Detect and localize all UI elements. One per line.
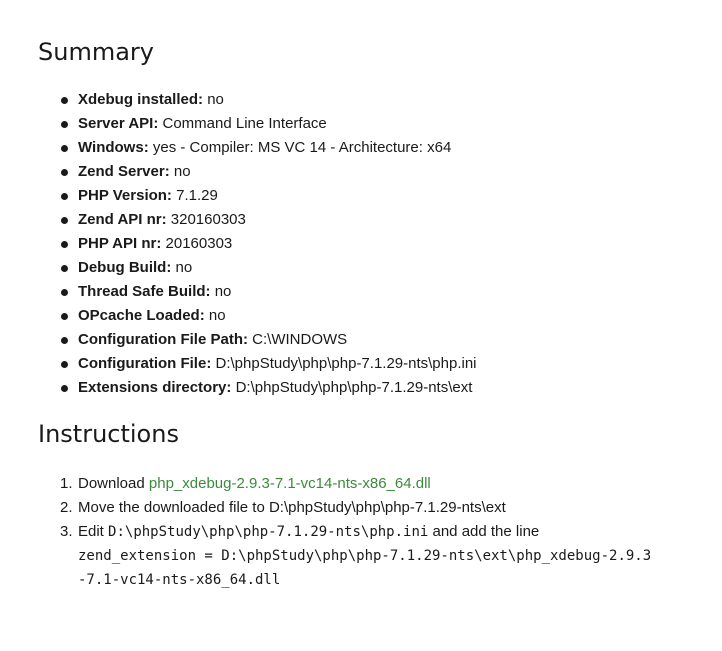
step-number: 1. xyxy=(60,475,73,492)
summary-item-windows xyxy=(38,136,698,160)
summary-key: Thread Safe Build: xyxy=(78,283,211,300)
summary-key: Debug Build: xyxy=(78,259,172,276)
summary-item-config-file xyxy=(38,352,698,376)
instruction-step-move xyxy=(38,496,698,520)
step-text: Download xyxy=(78,475,145,492)
summary-heading: Summary xyxy=(38,38,154,66)
summary-value: no xyxy=(214,283,232,300)
summary-key: Windows: xyxy=(78,139,149,156)
page-content xyxy=(38,34,698,592)
step-text: Move the downloaded file to D:\phpStudy\php\php-7.1.29-nts\ext xyxy=(78,499,506,516)
summary-item-opcache-loaded xyxy=(38,304,698,328)
summary-item-php-api-nr xyxy=(38,232,698,256)
summary-value: no xyxy=(207,91,224,108)
summary-key: Server API: xyxy=(78,115,159,132)
summary-item-php-version xyxy=(38,184,698,208)
summary-key: Zend API nr: xyxy=(78,211,167,228)
summary-value: Command Line Interface xyxy=(162,115,327,132)
php-ini-path: D:\phpStudy\php\php-7.1.29-nts\php.ini xyxy=(108,524,429,540)
summary-item-debug-build xyxy=(38,256,698,280)
instructions-heading: Instructions xyxy=(38,420,179,448)
summary-value: no xyxy=(175,259,193,276)
summary-value: no xyxy=(208,307,226,324)
summary-item-zend-server xyxy=(38,160,698,184)
summary-key: Extensions directory: xyxy=(78,379,232,396)
summary-key: Xdebug installed: xyxy=(78,91,204,108)
summary-item-extensions-directory xyxy=(38,376,698,400)
summary-item-zend-api-nr xyxy=(38,208,698,232)
summary-item-thread-safe-build xyxy=(38,280,698,304)
summary-list xyxy=(38,88,698,400)
summary-key: Configuration File Path: xyxy=(78,331,248,348)
step-text: Edit xyxy=(78,523,104,540)
summary-key: Zend Server: xyxy=(78,163,170,180)
summary-value: 20160303 xyxy=(165,235,233,252)
instructions-list xyxy=(38,472,698,592)
summary-value: D:\phpStudy\php\php-7.1.29-nts\php.ini xyxy=(215,355,477,372)
summary-key: PHP Version: xyxy=(78,187,172,204)
summary-value: 7.1.29 xyxy=(176,187,218,204)
summary-value: no xyxy=(173,163,191,180)
summary-key: Configuration File: xyxy=(78,355,212,372)
summary-item-xdebug-installed xyxy=(38,88,698,112)
step-number: 2. xyxy=(60,499,73,516)
summary-key: PHP API nr: xyxy=(78,235,162,252)
summary-value: C:\WINDOWS xyxy=(252,331,348,348)
summary-key: OPcache Loaded: xyxy=(78,307,205,324)
step-text: and add the line xyxy=(432,523,540,540)
instruction-step-edit xyxy=(38,520,698,592)
summary-value: D:\phpStudy\php\php-7.1.29-nts\ext xyxy=(235,379,473,396)
summary-item-server-api xyxy=(38,112,698,136)
instruction-step-download xyxy=(38,472,698,496)
step-number: 3. xyxy=(60,523,73,540)
download-dll-link[interactable]: php_xdebug-2.9.3-7.1-vc14-nts-x86_64.dll xyxy=(148,475,431,492)
zend-extension-line: zend_extension = D:\phpStudy\php\php-7.1.29-nts\ext\php_xdebug-2.9.3-7.1-vc14-nts-x86_64.dll xyxy=(78,548,652,588)
summary-value: 320160303 xyxy=(170,211,246,228)
summary-value: yes - Compiler: MS VC 14 - Architecture: x64 xyxy=(152,139,452,156)
summary-item-config-file-path xyxy=(38,328,698,352)
